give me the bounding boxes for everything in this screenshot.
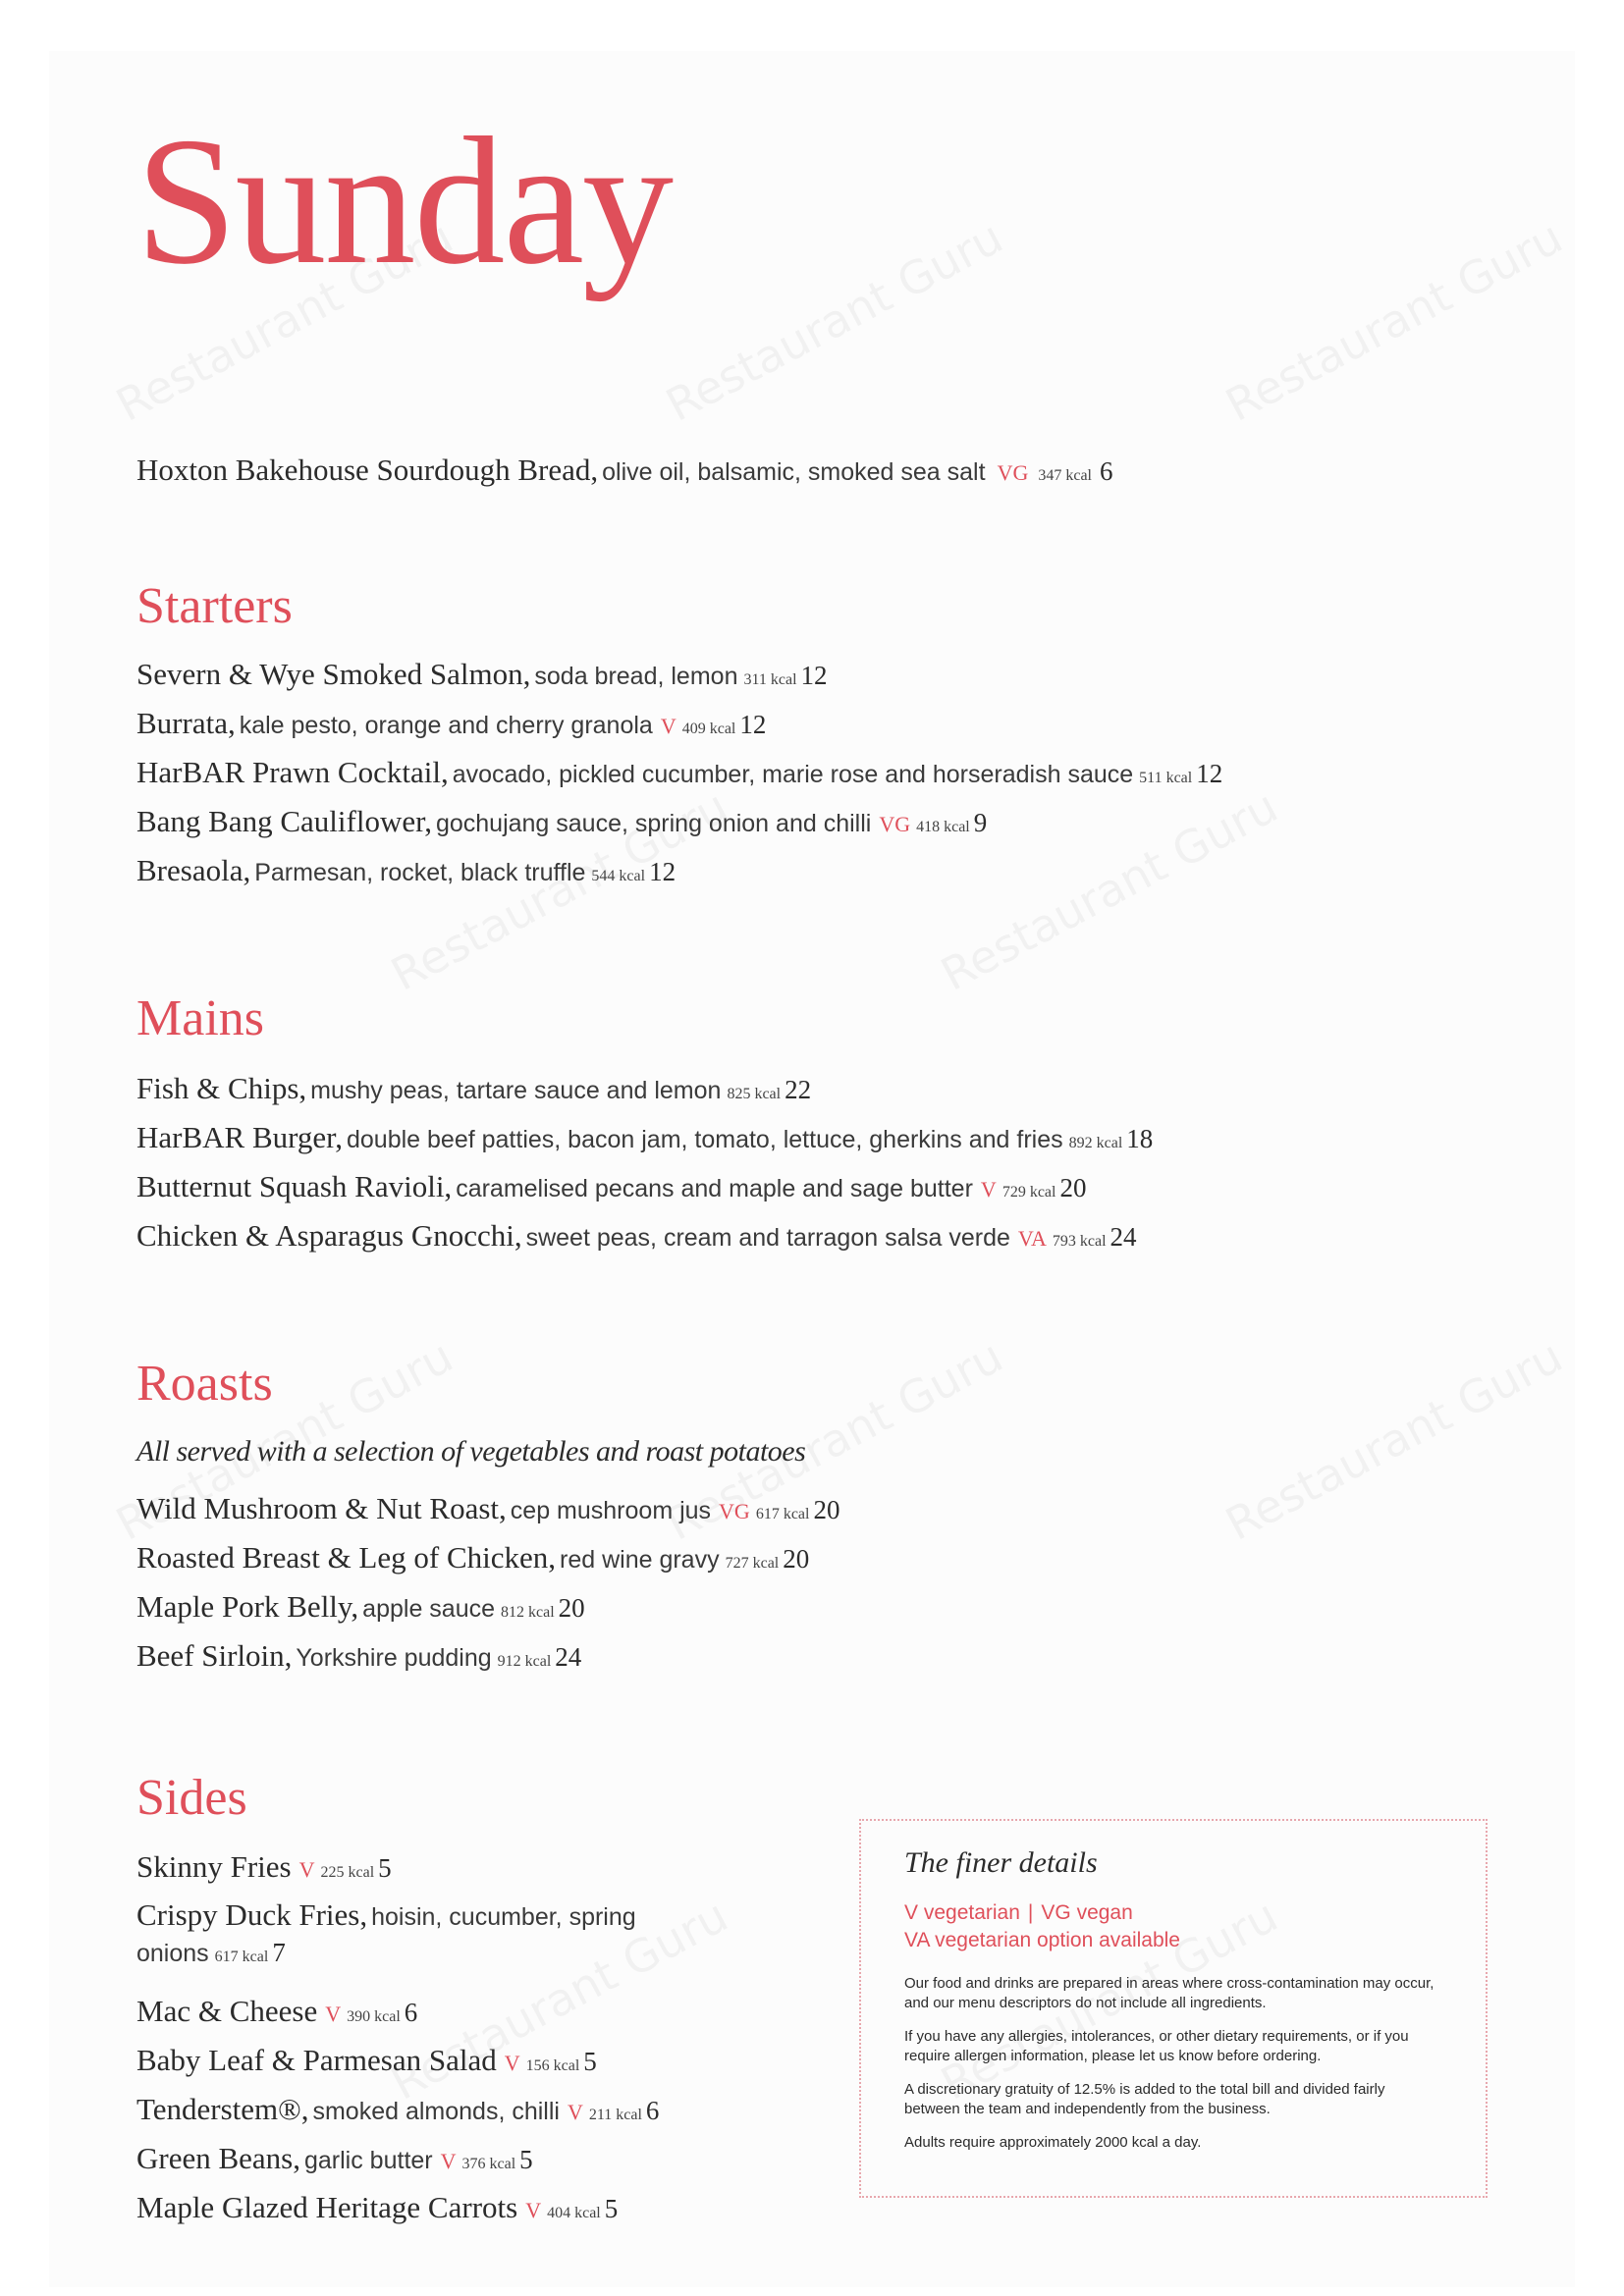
item-description: caramelised pecans and maple and sage butter <box>456 1175 973 1202</box>
menu-item <box>136 1631 839 1681</box>
item-description: avocado, pickled cucumber, marie rose and horseradish sauce <box>452 761 1134 788</box>
item-description: garlic butter <box>304 2147 433 2174</box>
sides-list <box>136 1842 686 2232</box>
item-price: 12 <box>739 710 767 739</box>
item-description: soda bread, lemon <box>534 663 738 690</box>
menu-item <box>136 1533 839 1582</box>
item-description: Parmesan, rocket, black truffle <box>254 859 586 886</box>
item-name: Green Beans, <box>136 2141 300 2175</box>
menu-item <box>136 2085 686 2134</box>
item-price: 6 <box>645 2096 660 2125</box>
item-name: Beef Sirloin, <box>136 1638 293 1673</box>
item-description: apple sauce <box>362 1595 495 1623</box>
item-kcal: 418 kcal <box>916 819 970 835</box>
diet-badge: VG <box>997 460 1029 485</box>
note-kcal: Adults require approximately 2000 kcal a day. <box>904 2134 1202 2151</box>
item-name: Mac & Cheese <box>136 1994 318 2028</box>
item-price: 5 <box>378 1853 392 1883</box>
item-name: Chicken & Asparagus Gnocchi, <box>136 1218 522 1253</box>
item-name: Roasted Breast & Leg of Chicken, <box>136 1540 557 1575</box>
item-kcal: 156 kcal <box>525 2057 580 2074</box>
item-description: red wine gravy <box>560 1546 720 1574</box>
item-price: 24 <box>1110 1222 1137 1252</box>
note-allergies: If you have any allergies, intolerances, or other dietary requirements, or if you require allergen information, please let us know before ordering. <box>904 2028 1409 2064</box>
diet-badge: V <box>298 1857 315 1882</box>
menu-item <box>136 748 1222 797</box>
item-price: 12 <box>1196 759 1223 788</box>
diet-badge: VG <box>719 1499 750 1523</box>
item-kcal: 376 kcal <box>461 2156 516 2172</box>
item-kcal: 892 kcal <box>1068 1135 1123 1151</box>
item-price: 12 <box>649 857 677 886</box>
diet-badge: V <box>504 2051 520 2075</box>
menu-item <box>136 1987 686 2036</box>
item-kcal: 617 kcal <box>214 1949 269 1965</box>
diet-badge: VA <box>1017 1226 1047 1251</box>
item-price: 18 <box>1126 1124 1154 1153</box>
legend-vegan: VG vegan <box>1041 1901 1133 1924</box>
item-kcal: 812 kcal <box>501 1604 555 1621</box>
menu-item <box>136 1113 1153 1162</box>
item-kcal: 912 kcal <box>497 1653 552 1670</box>
diet-badge: V <box>525 2198 542 2222</box>
item-name: Butternut Squash Ravioli, <box>136 1169 453 1203</box>
item-description: smoked almonds, chilli <box>312 2098 560 2125</box>
item-name: Crispy Duck Fries, <box>136 1897 368 1932</box>
menu-item <box>136 650 1222 699</box>
section-title-sides: Sides <box>136 1770 247 1826</box>
item-description: double beef patties, bacon jam, tomato, lettuce, gherkins and fries <box>347 1126 1063 1153</box>
item-kcal: 617 kcal <box>755 1506 810 1522</box>
diet-legend <box>904 1899 1442 1927</box>
section-title-starters: Starters <box>136 578 293 634</box>
item-description: Yorkshire pudding <box>296 1644 492 1672</box>
menu-item <box>136 1484 839 1533</box>
page-title: Sunday <box>135 100 672 302</box>
item-name: HarBAR Burger, <box>136 1120 343 1154</box>
item-price: 6 <box>1100 456 1113 486</box>
item-price: 12 <box>800 661 828 690</box>
item-description: olive oil, balsamic, smoked sea salt <box>602 458 986 486</box>
menu-item <box>136 846 1222 895</box>
item-description: mushy peas, tartare sauce and lemon <box>310 1077 722 1104</box>
note-gratuity: A discretionary gratuity of 12.5% is added to the total bill and divided fairly between the team and independently from the business. <box>904 2081 1385 2117</box>
note-cross-contamination: Our food and drinks are prepared in areas where cross-contamination may occur, and our menu descriptors do not include all ingredients. <box>904 1975 1435 2011</box>
diet-badge: V <box>980 1177 997 1201</box>
menu-item <box>136 1892 686 1987</box>
item-name: Severn & Wye Smoked Salmon, <box>136 657 531 691</box>
item-description: gochujang sauce, spring onion and chilli <box>435 810 872 837</box>
section-title-mains: Mains <box>136 990 264 1046</box>
item-price: 6 <box>404 1998 418 2027</box>
finer-details-title: The finer details <box>904 1846 1098 1879</box>
item-kcal: 347 kcal <box>1038 467 1092 484</box>
item-name: Bang Bang Cauliflower, <box>136 804 432 838</box>
item-kcal: 390 kcal <box>347 2008 401 2025</box>
item-price: 9 <box>973 808 988 837</box>
item-kcal: 793 kcal <box>1052 1233 1107 1250</box>
starters-list <box>136 650 1222 895</box>
item-price: 20 <box>558 1593 585 1623</box>
item-name: Maple Pork Belly, <box>136 1589 359 1624</box>
item-price: 22 <box>785 1075 812 1104</box>
diet-badge: V <box>325 2002 342 2026</box>
legend-vegetarian-option: VA vegetarian option available <box>904 1929 1180 1951</box>
item-price: 20 <box>1059 1173 1087 1202</box>
item-kcal: 311 kcal <box>743 671 797 688</box>
item-description: sweet peas, cream and tarragon salsa verde <box>525 1224 1010 1252</box>
item-name: Burrata, <box>136 706 236 740</box>
roasts-list <box>136 1484 839 1681</box>
section-title-roasts: Roasts <box>136 1356 273 1412</box>
item-kcal: 409 kcal <box>681 721 736 737</box>
mains-list <box>136 1064 1153 1260</box>
item-price: 5 <box>583 2047 597 2076</box>
legend-vegetarian: V vegetarian <box>904 1901 1020 1924</box>
diet-badge: V <box>660 714 677 738</box>
item-name: Fish & Chips, <box>136 1071 307 1105</box>
item-price: 24 <box>555 1642 582 1672</box>
item-price: 7 <box>272 1938 286 1967</box>
item-kcal: 825 kcal <box>727 1086 782 1102</box>
item-name: Skinny Fries <box>136 1849 292 1884</box>
item-name: Baby Leaf & Parmesan Salad <box>136 2043 497 2077</box>
item-name: Wild Mushroom & Nut Roast, <box>136 1491 507 1525</box>
item-description: cep mushroom jus <box>510 1497 712 1524</box>
item-kcal: 511 kcal <box>1139 770 1193 786</box>
menu-item <box>136 1842 686 1892</box>
item-price: 20 <box>813 1495 840 1524</box>
menu-item <box>136 699 1222 748</box>
item-kcal: 544 kcal <box>591 868 646 884</box>
item-price: 5 <box>519 2145 533 2174</box>
menu-item <box>136 1211 1153 1260</box>
item-kcal: 211 kcal <box>588 2107 642 2123</box>
diet-badge: VG <box>879 812 911 836</box>
item-description: kale pesto, orange and cherry granola <box>239 712 653 739</box>
notes <box>904 1974 1442 2153</box>
menu-item <box>136 2036 686 2085</box>
item-name: Tenderstem®, <box>136 2092 309 2126</box>
item-price: 20 <box>783 1544 810 1574</box>
menu-item <box>136 446 1113 495</box>
diet-badge: V <box>567 2100 583 2124</box>
item-name: Bresaola, <box>136 853 251 887</box>
roasts-subtitle: All served with a selection of vegetables and roast potatoes <box>136 1435 806 1468</box>
finer-details-box <box>859 1819 1488 2198</box>
item-description: hoisin, cucumber, spring onions <box>136 1903 636 1967</box>
diet-badge: V <box>440 2149 457 2173</box>
menu-item <box>136 1064 1153 1113</box>
item-name: Maple Glazed Heritage Carrots <box>136 2190 518 2224</box>
menu-item <box>136 2134 686 2183</box>
item-name: Hoxton Bakehouse Sourdough Bread, <box>136 453 599 487</box>
item-kcal: 225 kcal <box>320 1864 375 1881</box>
item-name: HarBAR Prawn Cocktail, <box>136 755 449 789</box>
item-kcal: 729 kcal <box>1001 1184 1056 1201</box>
item-kcal: 727 kcal <box>725 1555 780 1572</box>
menu-item <box>136 2183 686 2232</box>
item-price: 5 <box>604 2194 619 2223</box>
menu-item <box>136 797 1222 846</box>
menu-item <box>136 1582 839 1631</box>
item-kcal: 404 kcal <box>547 2205 601 2221</box>
menu-item <box>136 1162 1153 1211</box>
legend-separator: | <box>1027 1901 1034 1924</box>
bread-list <box>136 446 1113 495</box>
